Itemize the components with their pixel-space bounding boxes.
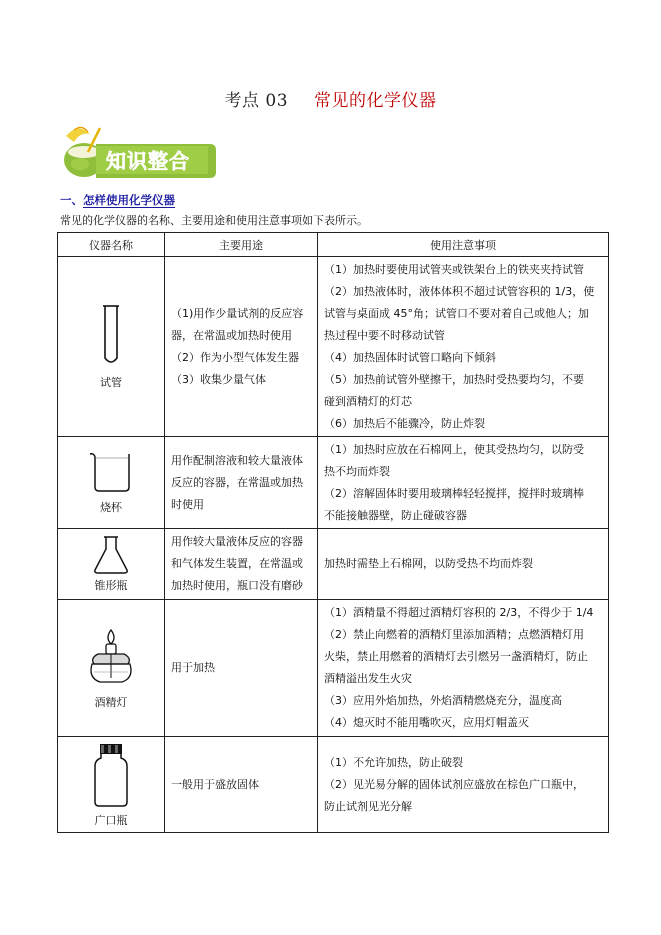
knowledge-banner bbox=[60, 122, 220, 184]
instrument-cell bbox=[58, 737, 165, 833]
notes-cell bbox=[318, 529, 609, 600]
instrument-cell bbox=[58, 600, 165, 737]
section-title: 怎样使用化学仪器 bbox=[83, 193, 175, 207]
notes-line: （4）加热固体时试管口略向下倾斜 bbox=[324, 350, 496, 364]
notes-line: （3）应用外焰加热，外焰酒精燃烧充分，温度高 bbox=[324, 694, 562, 707]
header-name: 仪器名称 bbox=[58, 233, 165, 257]
notes-line: （2）禁止向燃着的酒精灯里添加酒精；点燃酒精灯用 bbox=[324, 628, 584, 641]
notes-line: 试管与桌面成 45°角；试管口不要对着自己或他人；加 bbox=[324, 306, 589, 320]
instrument-name: 锥形瓶 bbox=[94, 579, 128, 592]
notes-line: （1）加热时要使用试管夹或铁架台上的铁夹夹持试管 bbox=[324, 262, 584, 276]
uses-line: 用作较大量液体反应的容器 bbox=[171, 535, 303, 548]
uses-cell bbox=[165, 529, 318, 600]
notes-cell bbox=[318, 437, 609, 529]
title-main: 常见的化学仪器 bbox=[314, 91, 437, 111]
header-uses: 主要用途 bbox=[165, 233, 318, 257]
beaker-icon bbox=[88, 451, 134, 493]
notes-line: 热不均而炸裂 bbox=[324, 464, 390, 478]
table-row bbox=[58, 257, 609, 437]
instrument-cell bbox=[58, 437, 165, 529]
page-title bbox=[0, 86, 661, 111]
uses-line: 用作配制溶液和较大量液体 bbox=[171, 453, 303, 467]
notes-line: （6）加热后不能骤冷，防止炸裂 bbox=[324, 416, 485, 430]
table-row bbox=[58, 529, 609, 600]
notes-line: （2）见光易分解的固体试剂应盛放在棕色广口瓶中， bbox=[324, 777, 584, 791]
instrument-name: 试管 bbox=[100, 375, 122, 389]
notes-line: 热过程中要不时移动试管 bbox=[324, 328, 445, 342]
uses-line: 加热时使用，瓶口没有磨砂 bbox=[171, 579, 303, 592]
section-number: 一、 bbox=[60, 193, 83, 207]
banner-text: 知识整合 bbox=[106, 149, 190, 173]
notes-line: （2）加热液体时，液体体积不超过试管容积的 1/3，使 bbox=[324, 284, 595, 298]
notes-cell bbox=[318, 257, 609, 437]
notes-line: （4）熄灭时不能用嘴吹灭，应用灯帽盖灭 bbox=[324, 716, 529, 729]
instrument-table bbox=[57, 232, 609, 833]
table-row bbox=[58, 437, 609, 529]
notes-cell bbox=[318, 737, 609, 833]
notes-line: 加热时需垫上石棉网，以防受热不均而炸裂 bbox=[324, 557, 533, 570]
table-row bbox=[58, 737, 609, 833]
uses-line: 器，在常温或加热时使用 bbox=[171, 328, 292, 342]
notes-line: （1）酒精量不得超过酒精灯容积的 2/3，不得少于 1/4 bbox=[324, 606, 594, 619]
uses-line: 时使用 bbox=[171, 497, 204, 511]
notes-line: （1）不允许加热，防止破裂 bbox=[324, 755, 463, 769]
uses-line: （2）作为小型气体发生器 bbox=[171, 350, 299, 364]
notes-line: （2）溶解固体时要用玻璃棒轻轻搅拌，搅拌时玻璃棒 bbox=[324, 486, 584, 500]
instrument-name: 广口瓶 bbox=[94, 813, 128, 827]
uses-cell bbox=[165, 737, 318, 833]
instrument-cell bbox=[58, 257, 165, 437]
erlenmeyer-flask-icon bbox=[92, 535, 130, 575]
uses-line: （3）收集少量气体 bbox=[171, 372, 266, 386]
notes-line: 火柴，禁止用燃着的酒精灯去引燃另一盏酒精灯，防止 bbox=[324, 650, 588, 663]
header-notes: 使用注意事项 bbox=[318, 233, 609, 257]
instrument-cell bbox=[58, 529, 165, 600]
uses-line: 反应的容器，在常温或加热 bbox=[171, 475, 303, 489]
uses-line: 一般用于盛放固体 bbox=[171, 777, 259, 791]
uses-cell bbox=[165, 257, 318, 437]
table-header-row bbox=[58, 233, 609, 257]
alcohol-lamp-icon bbox=[84, 626, 138, 688]
notes-line: 不能接触器壁，防止碰破容器 bbox=[324, 508, 467, 522]
uses-line: 用于加热 bbox=[171, 661, 215, 674]
uses-line: 和气体发生装置，在常温或 bbox=[171, 557, 303, 570]
wide-mouth-bottle-icon bbox=[93, 742, 129, 808]
uses-line: （1)用作少量试剂的反应容 bbox=[171, 306, 304, 320]
instrument-name: 酒精灯 bbox=[94, 696, 128, 709]
notes-line: 防止试剂见光分解 bbox=[324, 799, 412, 813]
section-heading bbox=[60, 192, 175, 208]
notes-cell bbox=[318, 600, 609, 737]
intro-text: 常见的化学仪器的名称、主要用途和使用注意事项如下表所示。 bbox=[60, 214, 368, 227]
notes-line: 碰到酒精灯的灯芯 bbox=[324, 394, 412, 408]
notes-line: 酒精溢出发生火灾 bbox=[324, 672, 412, 685]
instrument-name: 烧杯 bbox=[100, 500, 122, 514]
test-tube-icon bbox=[100, 304, 122, 368]
table-row bbox=[58, 600, 609, 737]
notes-line: （1）加热时应放在石棉网上，使其受热均匀，以防受 bbox=[324, 442, 584, 456]
notes-line: （5）加热前试管外壁擦干，加热时受热要均匀，不要 bbox=[324, 372, 584, 386]
title-prefix: 考点 03 bbox=[224, 91, 289, 111]
uses-cell bbox=[165, 600, 318, 737]
uses-cell bbox=[165, 437, 318, 529]
